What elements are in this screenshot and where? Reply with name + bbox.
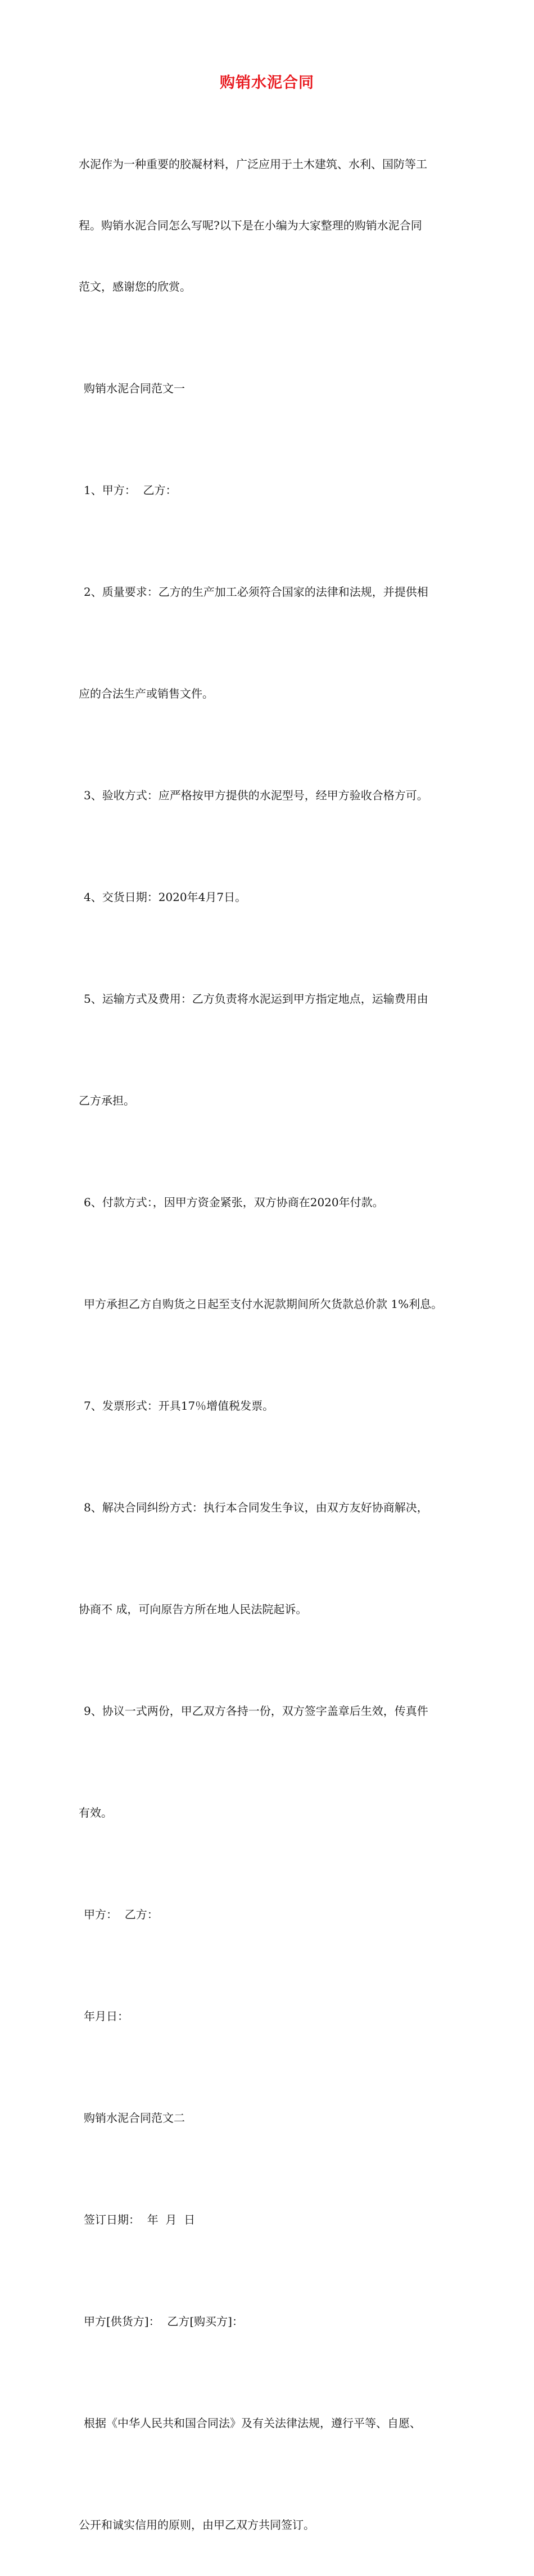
clause-2-quality bbox=[79, 541, 467, 642]
clause-8-disputes-continued bbox=[79, 1558, 467, 1660]
text-line: 年月日： bbox=[84, 2009, 129, 2023]
text-line: 3、验收方式：应严格按甲方提供的水泥型号，经甲方验收合格方可。 bbox=[84, 788, 428, 802]
text-line: 签订日期： 年 月 日 bbox=[84, 2212, 196, 2226]
clause-1-parties bbox=[79, 439, 467, 541]
section-heading-sample-one bbox=[79, 337, 467, 439]
text-line: 协商不 成，可向原告方所在地人民法院起诉。 bbox=[79, 1602, 307, 1616]
text-line: 甲方： 乙方： bbox=[84, 1907, 159, 1921]
text-line: 甲方承担乙方自购货之日起至支付水泥款期间所欠货款总价款 1%利息。 bbox=[84, 1297, 443, 1311]
text-line: 2、质量要求：乙方的生产加工必须符合国家的法律和法规，并提供相 bbox=[84, 585, 428, 599]
legal-basis-continued bbox=[79, 2474, 467, 2576]
clause-9-copies-continued bbox=[79, 1762, 467, 1863]
clause-9-copies bbox=[79, 1660, 467, 1762]
text-line: 9、协议一式两份，甲乙双方各持一份，双方签字盖章后生效，传真件 bbox=[84, 1704, 428, 1718]
clause-6-interest bbox=[79, 1253, 467, 1355]
signing-date bbox=[79, 2169, 467, 2271]
text-line: 水泥作为一种重要的胶凝材料，广泛应用于土木建筑、水利、国防等工 bbox=[79, 157, 427, 171]
text-line: 购销水泥合同范文二 bbox=[84, 2111, 185, 2125]
text-line: 6、付款方式：，因甲方资金紧张，双方协商在2020年付款。 bbox=[84, 1195, 384, 1209]
clause-5-transport bbox=[79, 948, 467, 1049]
clause-4-delivery-date bbox=[79, 846, 467, 948]
clause-8-disputes bbox=[79, 1456, 467, 1558]
section-heading-sample-two bbox=[79, 2067, 467, 2169]
clause-7-invoice bbox=[79, 1355, 467, 1456]
clause-2-quality-continued bbox=[79, 642, 467, 744]
text-line: 范文，感谢您的欣赏。 bbox=[79, 279, 191, 293]
intro-paragraph bbox=[79, 114, 467, 337]
clause-6-payment bbox=[79, 1151, 467, 1253]
text-line: 1、甲方： 乙方： bbox=[84, 483, 177, 497]
legal-basis bbox=[79, 2373, 467, 2474]
supplier-buyer-parties bbox=[79, 2271, 467, 2373]
clause-3-acceptance bbox=[79, 744, 467, 846]
text-line: 8、解决合同纠纷方式：执行本合同发生争议，由双方友好协商解决， bbox=[84, 1500, 428, 1514]
text-line: 应的合法生产或销售文件。 bbox=[79, 686, 214, 700]
text-line: 乙方承担。 bbox=[79, 1093, 135, 1107]
clause-5-transport-continued bbox=[79, 1049, 467, 1151]
document-title: 购销水泥合同 bbox=[220, 74, 314, 92]
text-line: 4、交货日期：2020年4月7日。 bbox=[84, 890, 247, 904]
text-line: 5、运输方式及费用：乙方负责将水泥运到甲方指定地点，运输费用由 bbox=[84, 992, 428, 1006]
text-line: 根据《中华人民共和国合同法》及有关法律法规，遵行平等、自愿、 bbox=[84, 2416, 421, 2430]
document-body bbox=[79, 114, 467, 2576]
signature-parties bbox=[79, 1863, 467, 1965]
text-line: 公开和诚实信用的原则，由甲乙双方共同签订。 bbox=[79, 2518, 315, 2532]
signature-date bbox=[79, 1965, 467, 2067]
text-line: 7、发票形式：开具17％增值税发票。 bbox=[84, 1398, 274, 1413]
text-line: 有效。 bbox=[79, 1805, 112, 1819]
text-line: 购销水泥合同范文一 bbox=[84, 381, 185, 395]
text-line: 甲方[供货方]： 乙方[购买方]： bbox=[84, 2314, 243, 2328]
text-line: 程。购销水泥合同怎么写呢?以下是在小编为大家整理的购销水泥合同 bbox=[79, 219, 422, 233]
